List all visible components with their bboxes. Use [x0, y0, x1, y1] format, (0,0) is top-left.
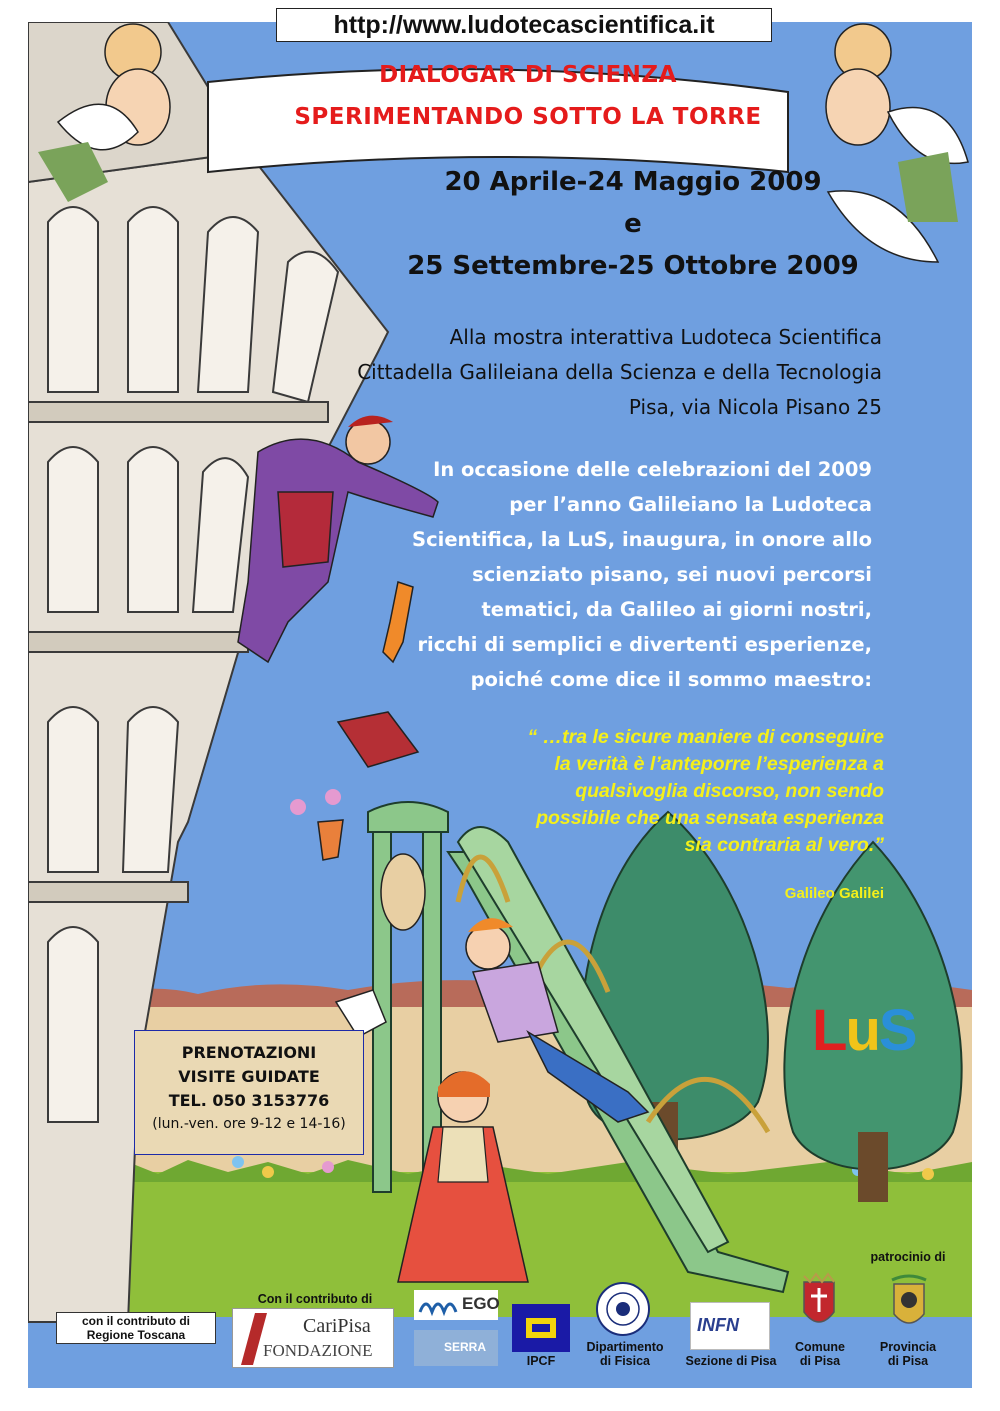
booking-phone: TEL. 050 3153776 — [168, 1091, 330, 1110]
quote-author: Galileo Galilei — [784, 885, 884, 902]
serra-logo — [414, 1330, 498, 1366]
patrocinio-label: patrocinio di — [870, 1250, 946, 1264]
intro-line-7: poiché come dice il sommo maestro: — [470, 668, 872, 691]
infn-text: INFN — [697, 1315, 739, 1335]
website-url[interactable]: http://www.ludotecascientifica.it — [276, 8, 772, 42]
banner-title-line2: SPERIMENTANDO SOTTO LA TORRE — [294, 104, 762, 130]
quote-line-3: qualsivoglia discorso, non sendo — [575, 780, 884, 802]
infn-label: Sezione di Pisa — [685, 1354, 777, 1368]
provincia-pisa-crest — [886, 1272, 932, 1334]
quote-line-5: sia contraria al vero.” — [684, 834, 884, 856]
intro-line-4: scienziato pisano, sei nuovi percorsi — [472, 563, 872, 586]
booking-subtitle: VISITE GUIDATE — [178, 1067, 320, 1086]
fisica-seal — [596, 1282, 650, 1336]
quote-line-1: “ …tra le sicure maniere di conseguire — [527, 726, 884, 748]
date-range-first: 20 Aprile-24 Maggio 2009 — [444, 167, 822, 197]
date-conjunction: e — [624, 209, 642, 239]
lus-logo — [812, 997, 916, 1064]
ipcf-label: IPCF — [526, 1354, 556, 1368]
booking-box — [134, 1030, 364, 1155]
fondazione-text: FONDAZIONE — [263, 1341, 373, 1360]
quote-line-4: possibile che una sensata esperienza — [536, 807, 884, 829]
provincia-label-2: di Pisa — [887, 1354, 929, 1368]
comune-crest-icon — [796, 1272, 842, 1334]
ipcf-mark-icon — [512, 1304, 570, 1352]
ego-logo — [414, 1290, 498, 1320]
venue-line-2: Cittadella Galileiana della Scienza e della Tecnologia — [357, 360, 882, 384]
intro-line-3: Scientifica, la LuS, inaugura, in onore allo — [412, 528, 872, 551]
university-seal-icon — [598, 1284, 648, 1334]
infn-logo — [690, 1302, 770, 1350]
caripisa-fondazione-logo — [232, 1308, 394, 1368]
intro-line-5: tematici, da Galileo ai giorni nostri, — [481, 598, 872, 621]
falling-flowerpot — [318, 820, 343, 860]
contributo-label: Con il contributo di — [257, 1292, 373, 1306]
falling-book — [338, 712, 418, 767]
provincia-crest-icon — [886, 1272, 932, 1334]
booking-hours: (lun.-ven. ore 9-12 e 14-16) — [152, 1116, 346, 1132]
intro-line-6: ricchi di semplici e divertenti esperienze, — [417, 633, 872, 656]
poster-background — [28, 22, 972, 1388]
ipcf-logo — [512, 1304, 570, 1352]
serra-text: SERRA — [444, 1340, 487, 1354]
comune-pisa-crest — [796, 1272, 842, 1334]
fisica-label-1: Dipartimento — [586, 1340, 664, 1354]
quote-line-2: la verità è l’anteporre l’esperienza a — [554, 753, 884, 775]
lus-logo-s: S — [878, 998, 916, 1063]
lus-logo-l: L — [812, 998, 846, 1063]
ego-wave-icon — [416, 1292, 462, 1318]
falling-galileo — [238, 416, 438, 662]
date-range-second: 25 Settembre-25 Ottobre 2009 — [407, 251, 859, 281]
intro-line-1: In occasione delle celebrazioni del 2009 — [433, 458, 872, 481]
intro-line-2: per l’anno Galileiano la Ludoteca — [509, 493, 872, 516]
booking-title: PRENOTAZIONI — [181, 1043, 317, 1062]
regione-line-2: Regione Toscana — [86, 1328, 186, 1342]
falling-hat — [381, 854, 425, 930]
comune-label-1: Comune — [795, 1340, 845, 1354]
fisica-label-2: di Fisica — [599, 1354, 651, 1368]
regione-line-1: con il contributo di — [82, 1314, 190, 1328]
lus-logo-u: u — [845, 998, 879, 1063]
comune-label-2: di Pisa — [799, 1354, 841, 1368]
regione-toscana-box — [56, 1312, 216, 1344]
provincia-label-1: Provincia — [879, 1340, 937, 1354]
caripisa-text: CariPisa — [303, 1315, 371, 1337]
venue-line-3: Pisa, via Nicola Pisano 25 — [628, 395, 882, 419]
ego-text: EGO — [462, 1294, 500, 1313]
venue-line-1: Alla mostra interattiva Ludoteca Scientifica — [449, 325, 882, 349]
falling-sock — [383, 582, 413, 662]
banner-title-line1: DIALOGAR DI SCIENZA — [379, 62, 677, 88]
